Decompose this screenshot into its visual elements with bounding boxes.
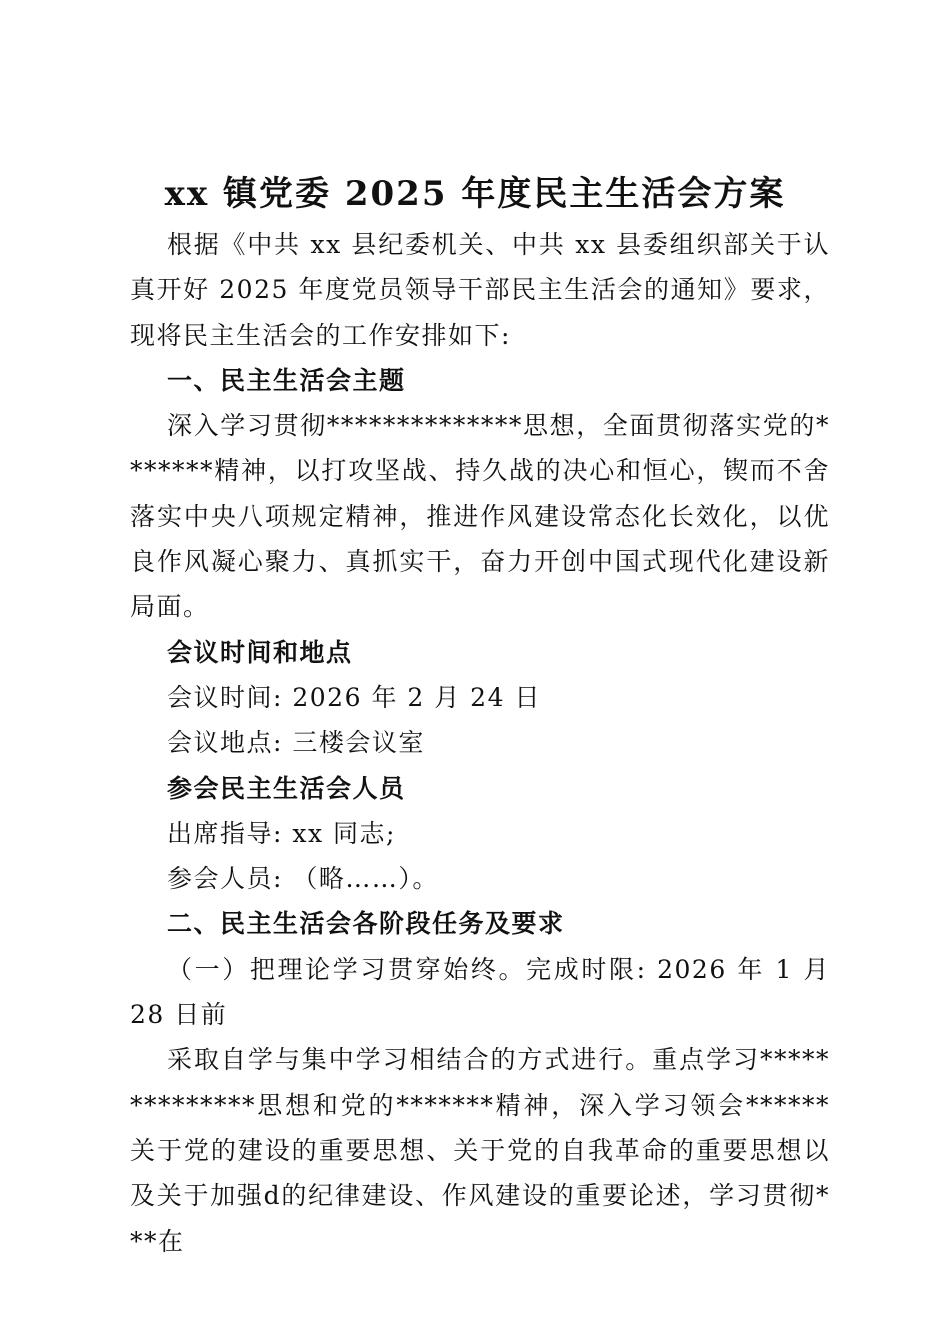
section-heading-attendees: 参会民主生活会人员	[167, 773, 406, 803]
section-heading-time-place: 会议时间和地点	[167, 637, 353, 667]
paragraph-meeting-time: 会议时间: 2026 年 2 月 24 日	[167, 682, 541, 712]
section-heading-tasks: 二、民主生活会各阶段任务及要求	[167, 909, 565, 939]
paragraph-theme: 深入学习贯彻**************思想，全面贯彻落实党的*******精神，以打攻坚战、持久战的决心和恒心，锲而不舍落实中央八项规定精神，推进作风建设常态化长效化，以优良作风凝心聚力、真抓实干，奋力开创中国式现代化建设新局面。	[130, 411, 830, 622]
paragraph-attendees: 参会人员: （略……）。	[167, 864, 439, 894]
document-body	[130, 222, 830, 1264]
paragraph-task-one: （一）把理论学习贯穿始终。完成时限: 2026 年 1 月 28 日前	[130, 954, 830, 1030]
paragraph-guidance: 出席指导: xx 同志;	[167, 818, 396, 848]
section-heading-theme: 一、民主生活会主题	[167, 365, 406, 395]
paragraph-meeting-place: 会议地点: 三楼会议室	[167, 728, 425, 758]
document-title: xx 镇党委 2025 年度民主生活会方案	[164, 174, 786, 214]
paragraph-intro: 根据《中共 xx 县纪委机关、中共 xx 县委组织部关于认真开好 2025 年度党员领导干部民主生活会的通知》要求，现将民主生活会的工作安排如下:	[130, 230, 830, 350]
paragraph-study: 采取自学与集中学习相结合的方式进行。重点学习**************思想和党的*******精神，深入学习领会******关于党的建设的重要思想、关于党的自我革命的重要思想以及关于加强d的纪律建设、作风建设的重要论述，学习贯彻***在	[130, 1045, 830, 1256]
